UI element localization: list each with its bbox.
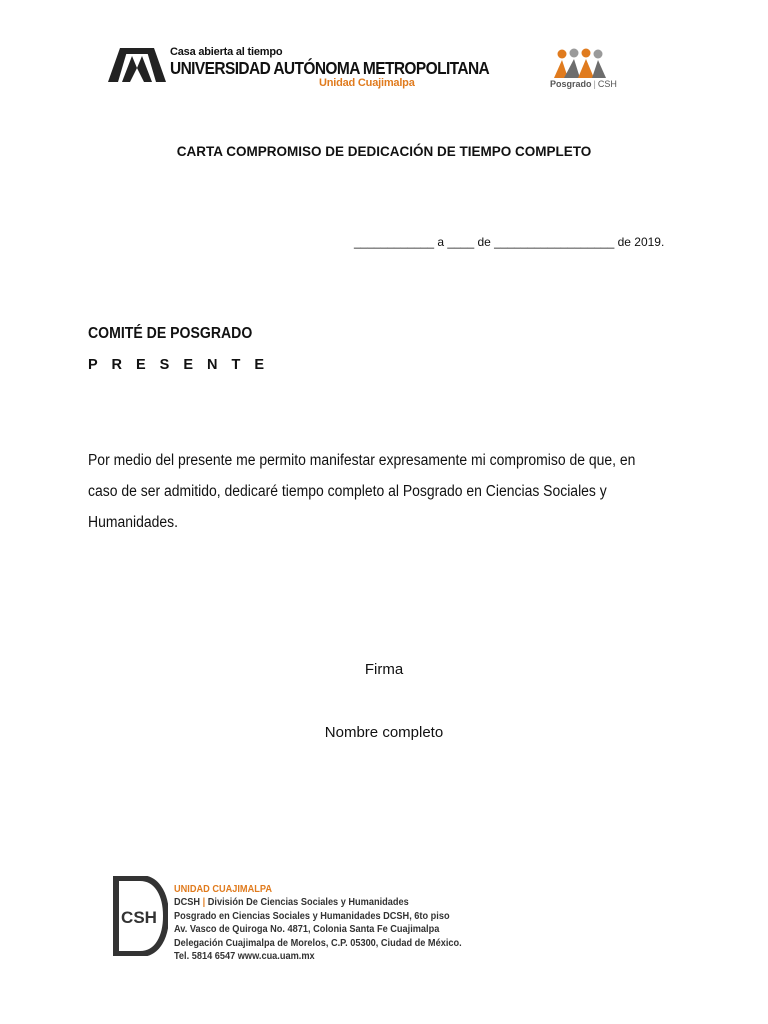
footer-logo-text: CSH: [121, 908, 157, 927]
footer-unit: UNIDAD CUAJIMALPA: [174, 884, 272, 895]
document-title: CARTA COMPROMISO DE DEDICACIÓN DE TIEMPO COMPLETO: [176, 144, 592, 159]
posgrado-csh-logo: [548, 48, 640, 94]
posgrado-label-right: CSH: [597, 79, 617, 89]
footer-line-5: Tel. 5814 6547 www.cua.uam.mx: [174, 951, 315, 963]
addressee: COMITÉ DE POSGRADO: [88, 325, 253, 342]
posgrado-label: Posgrado | CSH: [550, 79, 617, 89]
footer-line-2: Posgrado en Ciencias Sociales y Humanidades DCSH, 6to piso: [174, 910, 450, 922]
csh-footer-logo-icon: [112, 876, 168, 956]
uam-unit: Unidad Cuajimalpa: [319, 77, 415, 89]
date-line: ____________ a ____ de __________________ de 2019.: [354, 235, 665, 249]
posgrado-label-left: Posgrado: [550, 79, 592, 89]
uam-tagline: Casa abierta al tiempo: [170, 46, 283, 58]
footer-division: División De Ciencias Sociales y Humanidades: [207, 897, 409, 909]
presente-line: P R E S E N T E: [88, 357, 270, 373]
body-paragraph: Por medio del presente me permito manifestar expresamente mi compromiso de que, en caso de ser admitido, dedicaré tiempo completo al Posgrado en Ciencias Sociales y Humanidades.: [88, 452, 636, 531]
footer-line-4: Delegación Cuajimalpa de Morelos, C.P. 05300, Ciudad de México.: [174, 937, 462, 949]
uam-emblem-icon: [108, 48, 166, 82]
uam-logo: [108, 44, 490, 96]
people-emblem-icon: [548, 48, 608, 78]
footer-division-line: DCSH | División De Ciencias Sociales y Humanidades: [174, 897, 409, 909]
footer-contact: [174, 883, 462, 963]
signature-label: Firma: [364, 661, 404, 678]
uam-name: UNIVERSIDAD AUTÓNOMA METROPOLITANA: [170, 59, 490, 79]
footer-line-3: Av. Vasco de Quiroga No. 4871, Colonia Santa Fe Cuajimalpa: [174, 924, 440, 936]
full-name-label: Nombre completo: [324, 724, 444, 741]
footer-dcsh: DCSH: [174, 897, 201, 909]
